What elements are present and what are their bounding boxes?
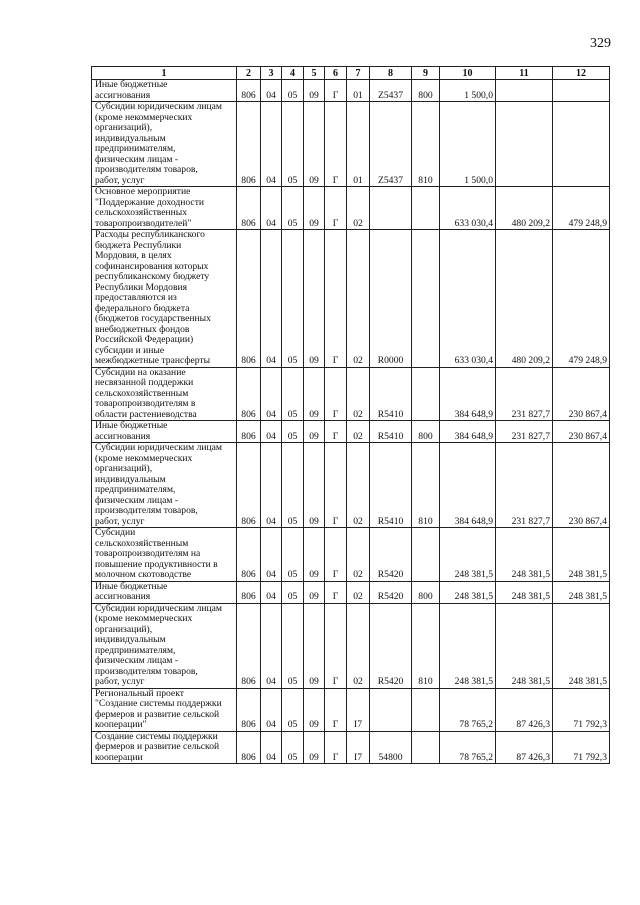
cell: 02 <box>347 528 370 582</box>
table-row <box>92 230 610 368</box>
amount-cell: 87 426,3 <box>496 731 553 764</box>
column-header: 12 <box>553 67 610 80</box>
cell: 09 <box>304 367 325 421</box>
cell: Г <box>325 731 347 764</box>
cell: R5420 <box>370 528 412 582</box>
cell: 04 <box>261 102 282 187</box>
table-row <box>92 421 610 443</box>
row-name: Иные бюджетные ассигнования <box>92 80 237 102</box>
cell: 05 <box>282 731 304 764</box>
column-header: 10 <box>440 67 496 80</box>
cell: 800 <box>412 80 440 102</box>
amount-cell: 230 867,4 <box>553 443 610 528</box>
amount-cell: 248 381,5 <box>440 581 496 603</box>
table-row <box>92 367 610 421</box>
cell: 02 <box>347 581 370 603</box>
cell <box>412 731 440 764</box>
cell: 05 <box>282 528 304 582</box>
cell: 04 <box>261 603 282 688</box>
cell: 01 <box>347 102 370 187</box>
header-row <box>92 67 610 80</box>
cell <box>412 367 440 421</box>
column-header: 9 <box>412 67 440 80</box>
cell: R5410 <box>370 443 412 528</box>
cell: Г <box>325 688 347 731</box>
cell: 02 <box>347 421 370 443</box>
cell: 04 <box>261 581 282 603</box>
row-name: Субсидии сельскохозяйственным товаропроизводителям на повышение продуктивности в молочном скотоводстве <box>92 528 237 582</box>
cell: 01 <box>347 80 370 102</box>
amount-cell: 78 765,2 <box>440 688 496 731</box>
cell: 09 <box>304 581 325 603</box>
cell: Z5437 <box>370 102 412 187</box>
cell: 05 <box>282 230 304 368</box>
cell: 04 <box>261 230 282 368</box>
cell: 09 <box>304 443 325 528</box>
cell: 05 <box>282 102 304 187</box>
table-row <box>92 731 610 764</box>
amount-cell: 248 381,5 <box>496 528 553 582</box>
cell <box>412 528 440 582</box>
row-name: Расходы республиканского бюджета Республики Мордовия, в целях софинансирования которых республиканскому бюджету Республики Мордовия предоставляются из федерального бюджета (бюджетов государственных внебюджетных фондов Российской Федерации) субсидии и иные межбюджетные трансферты <box>92 230 237 368</box>
cell: Г <box>325 443 347 528</box>
cell: 05 <box>282 688 304 731</box>
cell: 02 <box>347 187 370 230</box>
cell: 04 <box>261 421 282 443</box>
amount-cell: 230 867,4 <box>553 421 610 443</box>
amount-cell <box>553 80 610 102</box>
cell: 09 <box>304 421 325 443</box>
cell: 806 <box>237 102 261 187</box>
amount-cell: 384 648,9 <box>440 421 496 443</box>
budget-table <box>91 66 610 764</box>
cell: 04 <box>261 187 282 230</box>
amount-cell: 230 867,4 <box>553 367 610 421</box>
row-name: Иные бюджетные ассигнования <box>92 581 237 603</box>
column-header: 4 <box>282 67 304 80</box>
cell: 09 <box>304 80 325 102</box>
amount-cell: 248 381,5 <box>496 603 553 688</box>
row-name: Субсидии юридическим лицам (кроме некоммерческих организаций), индивидуальным предпринимателям, физическим лицам - производителям товаров, работ, услуг <box>92 102 237 187</box>
cell: Г <box>325 581 347 603</box>
cell: Z5437 <box>370 80 412 102</box>
amount-cell: 479 248,9 <box>553 187 610 230</box>
cell: 09 <box>304 603 325 688</box>
amount-cell: 480 209,2 <box>496 230 553 368</box>
cell: R5410 <box>370 421 412 443</box>
cell: 806 <box>237 421 261 443</box>
amount-cell: 248 381,5 <box>496 581 553 603</box>
cell: 09 <box>304 528 325 582</box>
column-header: 2 <box>237 67 261 80</box>
cell: 05 <box>282 603 304 688</box>
cell: 04 <box>261 443 282 528</box>
cell: 806 <box>237 443 261 528</box>
cell: 05 <box>282 187 304 230</box>
cell <box>412 187 440 230</box>
cell: 05 <box>282 367 304 421</box>
cell: 806 <box>237 731 261 764</box>
amount-cell: 1 500,0 <box>440 102 496 187</box>
cell: 05 <box>282 443 304 528</box>
cell: 04 <box>261 528 282 582</box>
cell: Г <box>325 421 347 443</box>
cell: Г <box>325 367 347 421</box>
amount-cell: 248 381,5 <box>440 603 496 688</box>
cell: 09 <box>304 731 325 764</box>
column-header: 5 <box>304 67 325 80</box>
amount-cell: 71 792,3 <box>553 688 610 731</box>
cell: Г <box>325 603 347 688</box>
cell: R5410 <box>370 367 412 421</box>
column-header: 1 <box>92 67 237 80</box>
table-row <box>92 688 610 731</box>
cell: 806 <box>237 187 261 230</box>
table-row <box>92 80 610 102</box>
amount-cell: 633 030,4 <box>440 187 496 230</box>
page-number: 329 <box>590 36 611 51</box>
amount-cell: 71 792,3 <box>553 731 610 764</box>
amount-cell <box>496 80 553 102</box>
cell: 04 <box>261 367 282 421</box>
cell: 806 <box>237 603 261 688</box>
cell: 09 <box>304 187 325 230</box>
table-row <box>92 102 610 187</box>
column-header: 8 <box>370 67 412 80</box>
cell: 54800 <box>370 731 412 764</box>
cell: 02 <box>347 367 370 421</box>
amount-cell: 384 648,9 <box>440 367 496 421</box>
cell: I7 <box>347 731 370 764</box>
amount-cell: 78 765,2 <box>440 731 496 764</box>
cell: 810 <box>412 603 440 688</box>
amount-cell: 231 827,7 <box>496 421 553 443</box>
row-name: Региональный проект "Создание системы поддержки фермеров и развитие сельской кооперации" <box>92 688 237 731</box>
cell: Г <box>325 80 347 102</box>
cell <box>370 688 412 731</box>
cell: 810 <box>412 102 440 187</box>
cell: 09 <box>304 102 325 187</box>
cell: 04 <box>261 688 282 731</box>
cell: 04 <box>261 731 282 764</box>
cell: 02 <box>347 603 370 688</box>
amount-cell: 1 500,0 <box>440 80 496 102</box>
row-name: Создание системы поддержки фермеров и развитие сельской кооперации <box>92 731 237 764</box>
table-row <box>92 603 610 688</box>
amount-cell <box>496 102 553 187</box>
row-name: Субсидии юридическим лицам (кроме некоммерческих организаций), индивидуальным предпринимателям, физическим лицам - производителям товаров, работ, услуг <box>92 603 237 688</box>
cell: 04 <box>261 80 282 102</box>
amount-cell: 231 827,7 <box>496 443 553 528</box>
cell <box>370 187 412 230</box>
row-name: Субсидии на оказание несвязанной поддержки сельскохозяйственным товаропроизводителям в области растениеводства <box>92 367 237 421</box>
cell: 806 <box>237 230 261 368</box>
cell: I7 <box>347 688 370 731</box>
cell: 806 <box>237 367 261 421</box>
table-row <box>92 443 610 528</box>
column-header: 7 <box>347 67 370 80</box>
amount-cell: 384 648,9 <box>440 443 496 528</box>
cell: 806 <box>237 80 261 102</box>
cell <box>412 688 440 731</box>
column-header: 11 <box>496 67 553 80</box>
cell: 05 <box>282 421 304 443</box>
amount-cell: 248 381,5 <box>553 603 610 688</box>
row-name: Иные бюджетные ассигнования <box>92 421 237 443</box>
cell: R5420 <box>370 603 412 688</box>
cell: 806 <box>237 581 261 603</box>
table-row <box>92 187 610 230</box>
cell: 02 <box>347 230 370 368</box>
row-name: Субсидии юридическим лицам (кроме некоммерческих организаций), индивидуальным предпринимателям, физическим лицам - производителям товаров, работ, услуг <box>92 443 237 528</box>
table-row <box>92 528 610 582</box>
cell: 806 <box>237 528 261 582</box>
row-name: Основное мероприятие "Поддержание доходности сельскохозяйственных товаропроизводителей" <box>92 187 237 230</box>
amount-cell: 479 248,9 <box>553 230 610 368</box>
table-row <box>92 581 610 603</box>
amount-cell: 480 209,2 <box>496 187 553 230</box>
amount-cell: 87 426,3 <box>496 688 553 731</box>
cell: R5420 <box>370 581 412 603</box>
cell: 05 <box>282 80 304 102</box>
column-header: 6 <box>325 67 347 80</box>
amount-cell: 248 381,5 <box>553 581 610 603</box>
cell: 05 <box>282 581 304 603</box>
cell: 800 <box>412 581 440 603</box>
cell: Г <box>325 187 347 230</box>
cell: Г <box>325 102 347 187</box>
amount-cell <box>553 102 610 187</box>
cell: 09 <box>304 230 325 368</box>
cell: 800 <box>412 421 440 443</box>
cell: 810 <box>412 443 440 528</box>
amount-cell: 248 381,5 <box>553 528 610 582</box>
cell: 09 <box>304 688 325 731</box>
amount-cell: 248 381,5 <box>440 528 496 582</box>
cell <box>412 230 440 368</box>
cell: R0000 <box>370 230 412 368</box>
cell: Г <box>325 528 347 582</box>
column-header: 3 <box>261 67 282 80</box>
cell: 02 <box>347 443 370 528</box>
amount-cell: 231 827,7 <box>496 367 553 421</box>
amount-cell: 633 030,4 <box>440 230 496 368</box>
cell: 806 <box>237 688 261 731</box>
cell: Г <box>325 230 347 368</box>
